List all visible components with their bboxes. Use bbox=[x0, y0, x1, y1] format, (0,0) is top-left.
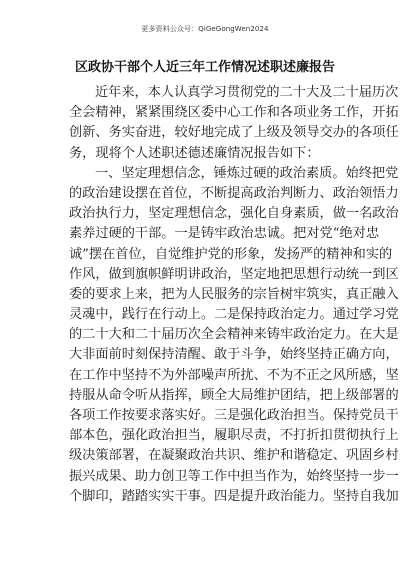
text-line: 素养过硬的干部。一是铸牢政治忠诚。把对党“绝对忠 bbox=[69, 226, 380, 242]
text-line: 持服从命令听从指挥，顾全大局维护团结，把上级部署的 bbox=[69, 387, 399, 403]
text-line: 诚”摆在首位，自觉维护党的形象，发扬严的精神和实的 bbox=[69, 246, 393, 262]
text-line: 近年来，本人认真学习贯彻党的二十大及二十届历次 bbox=[95, 85, 399, 100]
text-line: 在工作中坚持不为外部噪声所扰、不为不正之风所感，坚 bbox=[69, 367, 399, 383]
text-line: 灵魂中，践行在行动上。二是保持政治定力。通过学习党 bbox=[69, 307, 399, 323]
text-line: 的二十大和二十届历次全会精神来铸牢政治定力。在大是 bbox=[69, 327, 399, 343]
document-body bbox=[69, 83, 399, 507]
text-line: 大非面前时刻保持清醒、敢于斗争，始终坚持正确方向， bbox=[69, 347, 399, 363]
header-note: 更多资料公众号：QiGeGongWen2024 bbox=[141, 25, 269, 33]
text-line: 各项工作按要求落实好。三是强化政治担当。保持党员干 bbox=[69, 408, 399, 423]
document-title: 区政协干部个人近三年工作情况述职述廉报告 bbox=[74, 60, 335, 75]
text-line: 一、坚定理想信念，锤炼过硬的政治素质。始终把党 bbox=[95, 165, 399, 181]
text-line: 政治执行力，坚定理想信念，强化自身素质，做一名政治 bbox=[69, 206, 399, 222]
text-line: 创新、务实奋进，较好地完成了上级及领导交办的各项任 bbox=[69, 125, 399, 141]
text-line: 振兴成果、助力创卫等工作中担当作为，始终坚持一步一 bbox=[69, 468, 399, 484]
text-line: 的政治建设摆在首位，不断提高政治判断力、政治领悟力 bbox=[69, 185, 399, 201]
text-line: 务，现将个人述职述德述廉情况报告如下： bbox=[69, 145, 320, 161]
text-line: 级决策部署，在凝聚政治共识、维护和谐稳定、巩固乡村 bbox=[69, 448, 399, 464]
text-line: 部本色，强化政治担当，履职尽责，不打折扣贯彻执行上 bbox=[69, 428, 399, 444]
text-line: 个脚印，踏踏实实干事。四是提升政治能力。坚持自我加 bbox=[69, 488, 399, 504]
text-line: 作风，做到旗帜鲜明讲政治，坚定地把思想行动统一到区 bbox=[69, 266, 399, 282]
text-line: 委的要求上来，把为人民服务的宗旨树牢筑实，真正融入 bbox=[69, 286, 399, 302]
text-line: 全会精神，紧紧围绕区委中心工作和各项业务工作，开拓 bbox=[69, 105, 399, 121]
